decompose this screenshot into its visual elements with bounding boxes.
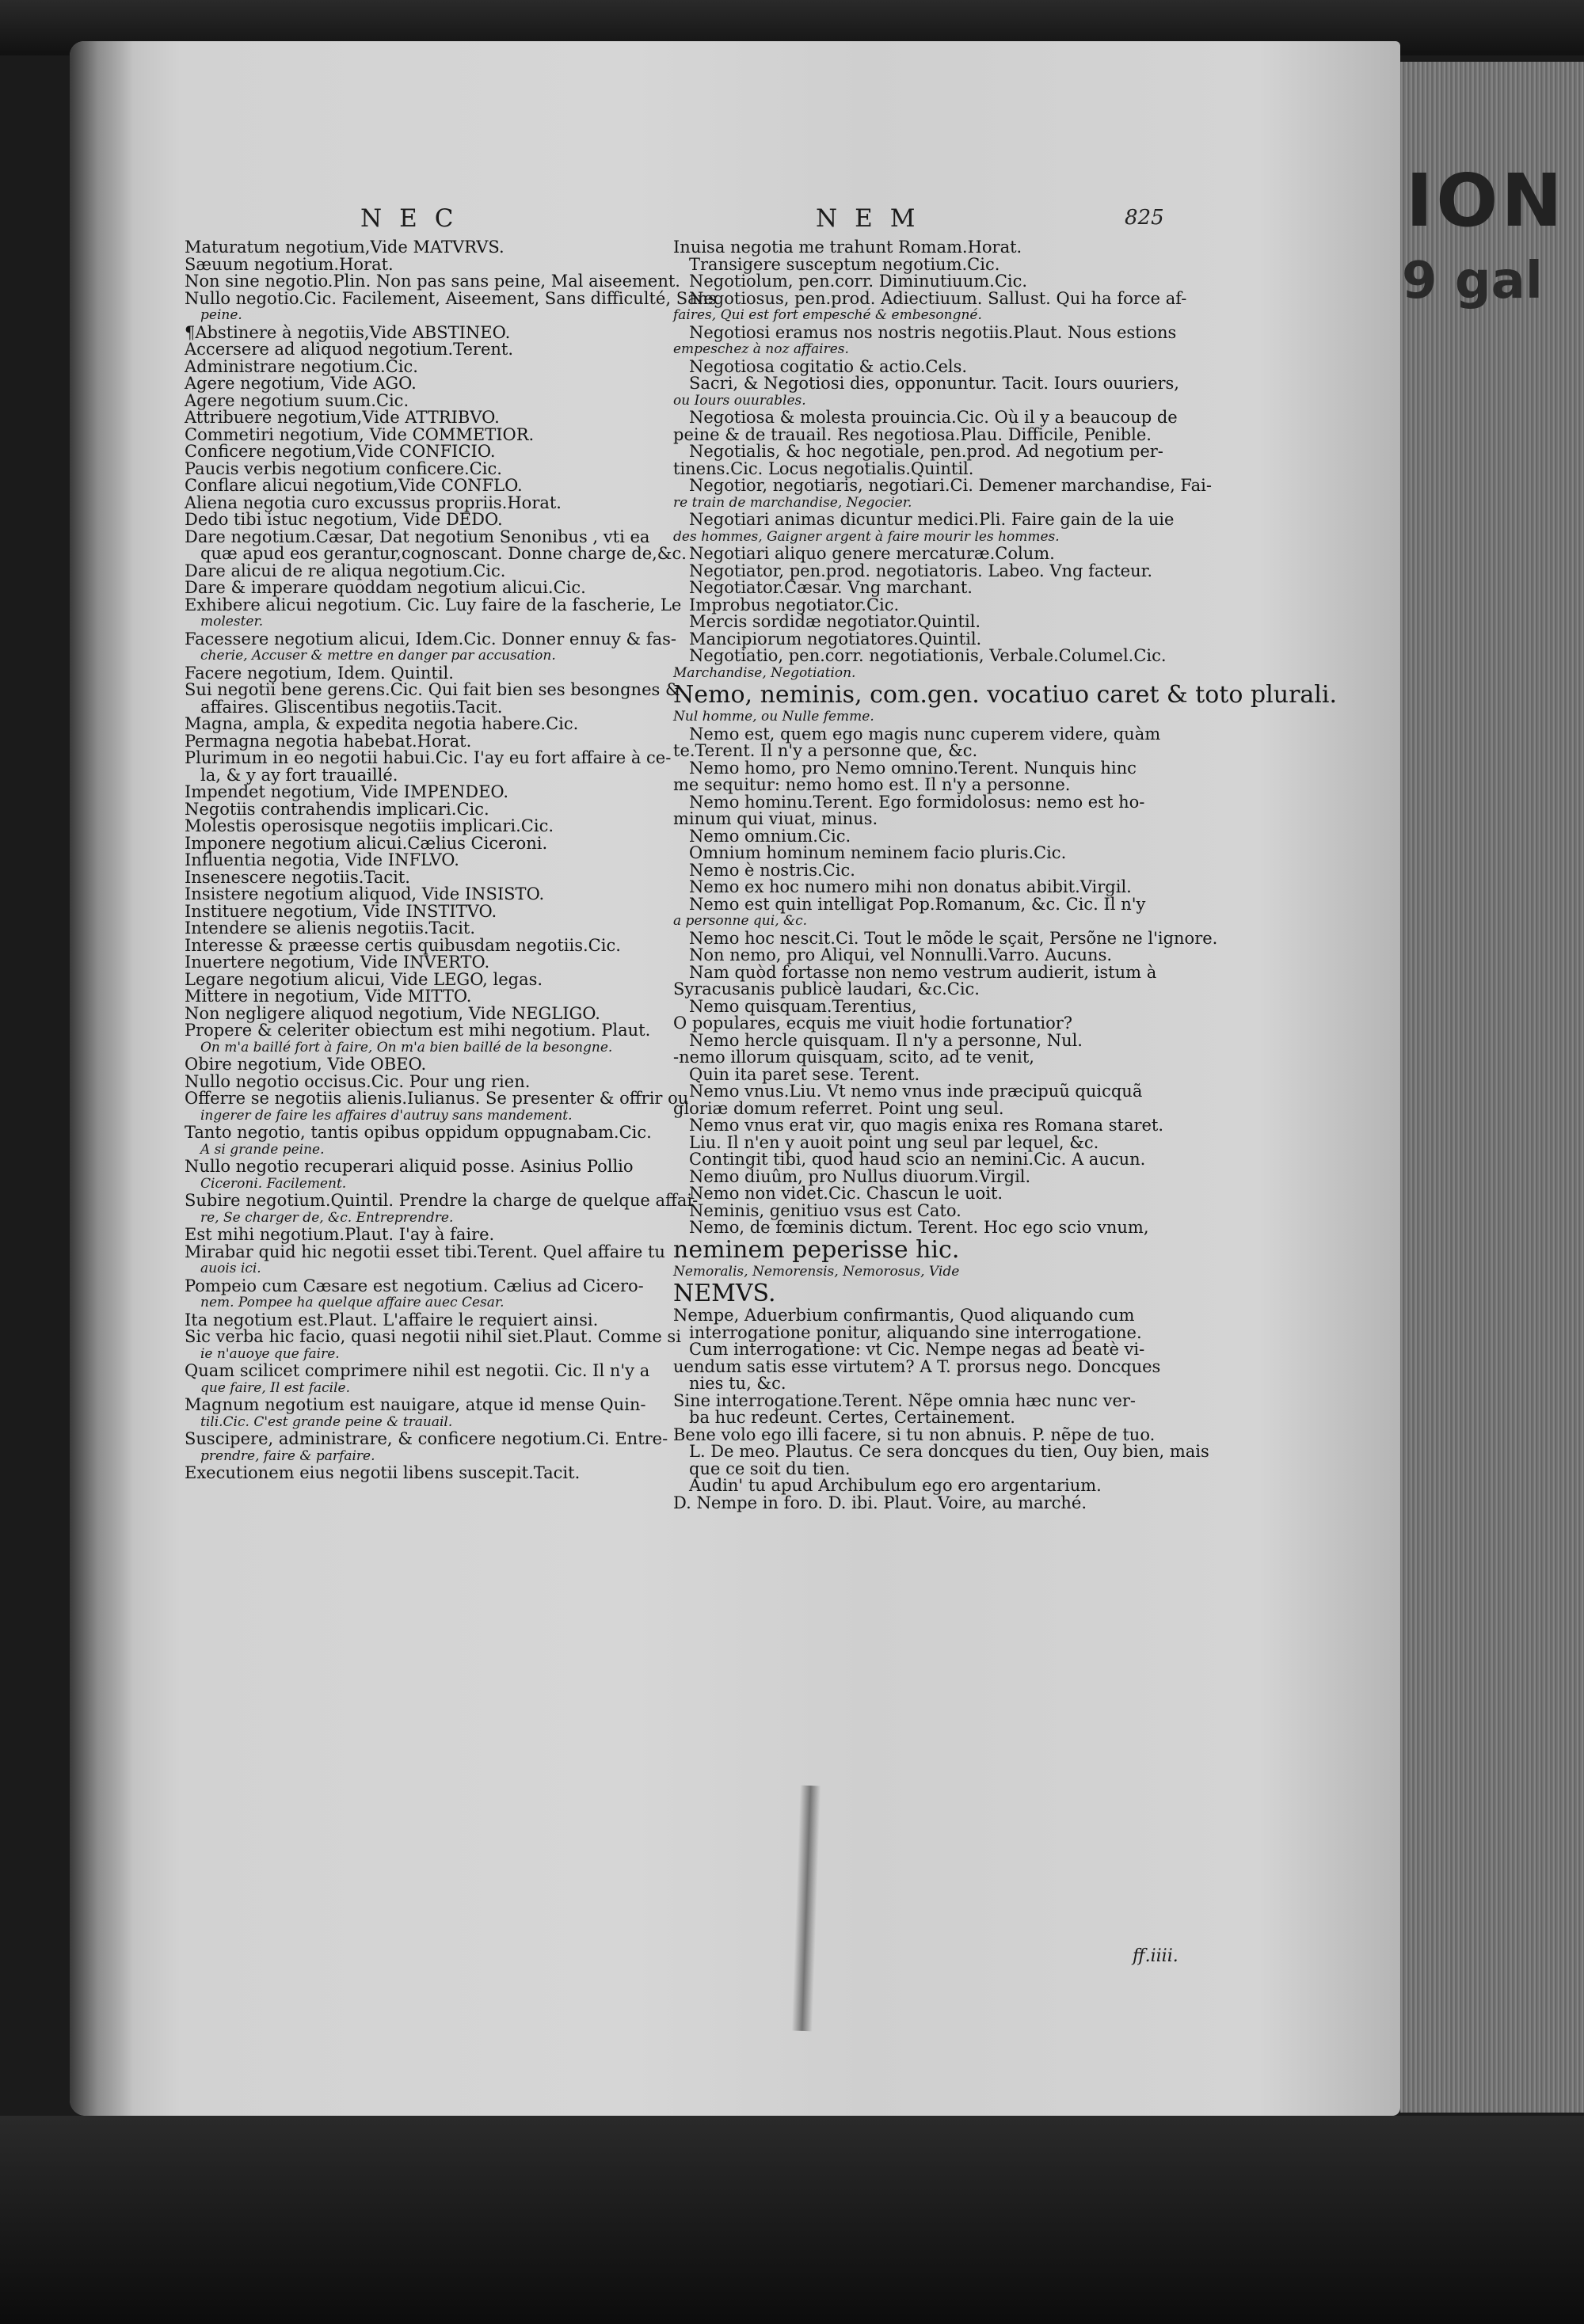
dictionary-line: Suscipere, administrare, & conficere negotium.Ci. Entre- [185, 1429, 668, 1448]
dictionary-line: Cum interrogatione: vt Cic. Nempe negas ad beatè vi- [689, 1340, 1145, 1359]
dictionary-line: Sæuum negotium.Horat. [185, 254, 394, 274]
dictionary-line: Dare alicui de re aliqua negotium.Cic. [185, 561, 506, 580]
dictionary-line: empeschez à noz affaires. [673, 341, 849, 357]
dictionary-line: Inuertere negotium, Vide INVERTO. [185, 953, 490, 972]
dictionary-line: -nemo illorum quisquam, scito, ad te venit, [673, 1048, 1034, 1067]
dictionary-line: Influentia negotia, Vide INFLVO. [185, 850, 459, 869]
dictionary-line: Nemo, de fœminis dictum. Terent. Hoc ego scio vnum, [689, 1218, 1149, 1237]
dictionary-line: Mancipiorum negotiatores.Quintil. [689, 629, 982, 649]
dictionary-line: Negotiosus, pen.prod. Adiectiuum. Sallust. Qui ha force af- [689, 288, 1187, 308]
dictionary-line: Omnium hominum neminem facio pluris.Cic. [689, 843, 1067, 862]
page-number: 825 [1125, 206, 1164, 230]
dictionary-line: Nullo negotio occisus.Cic. Pour ung rien. [185, 1071, 531, 1091]
dictionary-line: Nullo negotio recuperari aliquid posse. Asinius Pollio [185, 1157, 634, 1176]
dictionary-line: Negotiolum, pen.corr. Diminutiuum.Cic. [689, 272, 1028, 291]
dictionary-line: Negotiator, pen.prod. negotiatoris. Labeo. Vng facteur. [689, 561, 1153, 580]
dictionary-line: Syracusanis publicè laudari, &c.Cic. [673, 979, 980, 998]
dictionary-line: Impendet negotium, Vide IMPENDEO. [185, 782, 509, 801]
running-head-right: NEM [816, 204, 933, 233]
dictionary-line: Nemo hercle quisquam. Il n'y a personne, Nul. [689, 1030, 1083, 1050]
dictionary-line: Subire negotium.Quintil. Prendre la charge de quelque affai- [185, 1191, 699, 1210]
dictionary-line: interrogatione ponitur, aliquando sine interrogatione. [689, 1322, 1142, 1342]
dictionary-line: Dedo tibi istuc negotium, Vide DEDO. [185, 510, 503, 529]
dictionary-line: A si grande peine. [200, 1141, 325, 1158]
dictionary-line: Conflare alicui negotium,Vide CONFLO. [185, 476, 523, 495]
dictionary-line: Nemo hoc nescit.Ci. Tout le mõde le sçait, Persõne ne l'ignore. [689, 928, 1218, 948]
dictionary-line: re, Se charger de, &c. Entreprendre. [200, 1209, 454, 1226]
dictionary-line: faires, Qui est fort empesché & embesongné. [673, 307, 982, 323]
dictionary-line: Transigere susceptum negotium.Cic. [689, 254, 1000, 274]
dictionary-line: Insenescere negotiis.Tacit. [185, 867, 410, 887]
dictionary-line: Nullo negotio.Cic. Facilement, Aiseement, Sans difficulté, Sans [185, 288, 717, 308]
dictionary-line: Nemo ex hoc numero mihi non donatus abibit.Virgil. [689, 877, 1132, 896]
dictionary-line: D. Nempe in foro. D. ibi. Plaut. Voire, au marché. [673, 1493, 1087, 1512]
dictionary-line: Negotiis contrahendis implicari.Cic. [185, 799, 489, 819]
dictionary-line: a personne qui, &c. [673, 913, 808, 929]
dictionary-line: Negotior, negotiaris, negotiari.Ci. Demener marchandise, Fai- [689, 476, 1212, 495]
dictionary-line: Negotiari animas dicuntur medici.Pli. Faire gain de la uie [689, 510, 1175, 529]
dictionary-line: gloriæ domum referret. Point ung seul. [673, 1098, 1004, 1118]
dictionary-line: ie n'auoye que faire. [200, 1345, 340, 1362]
dictionary-line: Sacri, & Negotiosi dies, opponuntur. Tacit. Iours ouuriers, [689, 374, 1179, 393]
dictionary-line: O populares, ecquis me viuit hodie fortunatior? [673, 1014, 1073, 1033]
dictionary-line: re train de marchandise, Negocier. [673, 494, 912, 511]
dictionary-line: cherie, Accuser & mettre en danger par accusation. [200, 648, 556, 664]
dictionary-line: Offerre se negotiis alienis.Iulianus. Se presenter & offrir ou [185, 1089, 689, 1108]
dictionary-line: Aliena negotia curo excussus propriis.Horat. [185, 493, 562, 512]
dictionary-line: Nemo diuûm, pro Nullus diuorum.Virgil. [689, 1166, 1031, 1186]
dictionary-line: Mirabar quid hic negotii esset tibi.Terent. Quel affaire tu [185, 1242, 665, 1261]
dictionary-line: Bene volo ego illi facere, si tu non abnuis. P. nẽpe de tuo. [673, 1424, 1156, 1444]
dictionary-line: Insistere negotium aliquod, Vide INSISTO. [185, 884, 545, 903]
left-column [185, 238, 717, 1482]
dictionary-line: ingerer de faire les affaires d'autruy sans mandement. [200, 1107, 573, 1124]
dictionary-line: Neminis, genitiuo vsus est Cato. [689, 1200, 961, 1220]
dictionary-line: Sui negotii bene gerens.Cic. Qui fait bien ses besongnes & [185, 680, 680, 699]
dictionary-line: Pompeio cum Cæsare est negotium. Cælius ad Cicero- [185, 1276, 644, 1295]
dictionary-line: Non negligere aliquod negotium, Vide NEGLIGO. [185, 1003, 600, 1023]
dictionary-line: Mercis sordidæ negotiator.Quintil. [689, 612, 981, 631]
dictionary-line: prendre, faire & parfaire. [200, 1447, 375, 1464]
dictionary-line: Obire negotium, Vide OBEO. [185, 1055, 427, 1074]
dictionary-line: uendum satis esse virtutem? A T. prorsus nego. Doncques [673, 1356, 1161, 1376]
page-gutter [70, 41, 133, 2116]
dictionary-line: que ce soit du tien. [689, 1459, 851, 1478]
dictionary-line: Tanto negotio, tantis opibus oppidum oppugnabam.Cic. [185, 1123, 652, 1142]
dictionary-line: Negotiari aliquo genere mercaturæ.Colum. [689, 544, 1055, 563]
dictionary-line: nies tu, &c. [689, 1374, 786, 1393]
dictionary-line: Quin ita paret sese. Terent. [689, 1064, 920, 1084]
dictionary-line: Nemo hominu.Terent. Ego formidolosus: nemo est ho- [689, 792, 1145, 812]
dictionary-line: ba huc redeunt. Certes, Certainement. [689, 1408, 1015, 1427]
dictionary-line: Paucis verbis negotium conficere.Cic. [185, 458, 502, 478]
dictionary-line: nem. Pompee ha quelque affaire auec Cesar. [200, 1295, 505, 1310]
dictionary-line: Dare negotium.Cæsar, Dat negotium Senonibus , vti ea [185, 527, 650, 546]
dictionary-line: Agere negotium, Vide AGO. [185, 374, 417, 393]
dictionary-line: Non nemo, pro Aliqui, vel Nonnulli.Varro. Aucuns. [689, 945, 1113, 964]
dictionary-line: Facere negotium, Idem. Quintil. [185, 663, 454, 683]
dictionary-line: affaires. Gliscentibus negotiis.Tacit. [200, 697, 503, 717]
dictionary-line: Intendere se alienis negotiis.Tacit. [185, 919, 476, 938]
dictionary-line: ¶Abstinere à negotiis,Vide ABSTINEO. [185, 322, 511, 342]
dictionary-line: neminem peperisse hic. [673, 1235, 960, 1264]
dictionary-line: Propere & celeriter obiectum est mihi negotium. Plaut. [185, 1021, 651, 1040]
dictionary-line: Magnum negotium est nauigare, atque id mense Quin- [185, 1395, 646, 1414]
dictionary-line: Nemo non videt.Cic. Chascun le uoit. [689, 1184, 1003, 1203]
dictionary-line: Nemo est quin intelligat Pop.Romanum, &c. Cic. Il n'y [689, 894, 1146, 914]
dictionary-line: Non sine negotio.Plin. Non pas sans peine, Mal aiseement. [185, 272, 680, 291]
dictionary-line: que faire, Il est facile. [200, 1379, 351, 1396]
dictionary-line: Executionem eius negotii libens suscepit.Tacit. [185, 1463, 581, 1482]
dictionary-line: Facessere negotium alicui, Idem.Cic. Donner ennuy & fas- [185, 629, 676, 649]
dictionary-line: Dare & imperare quoddam negotium alicui.Cic. [185, 578, 586, 597]
dictionary-line: Ciceroni. Facilement. [200, 1175, 347, 1192]
dictionary-line: me sequitur: nemo homo est. Il n'y a personne. [673, 775, 1071, 794]
dictionary-line: Nemo è nostris.Cic. [689, 860, 855, 880]
dictionary-line: Negotiosa & molesta prouincia.Cic. Où il y a beaucoup de [689, 408, 1178, 427]
dictionary-line: molester. [200, 614, 264, 629]
dictionary-line: Nemo omnium.Cic. [689, 826, 851, 846]
dictionary-line: Negotiosi eramus nos nostris negotiis.Plaut. Nous estions [689, 322, 1177, 342]
dictionary-line: peine & de trauail. Res negotiosa.Plau. Difficile, Penible. [673, 424, 1152, 444]
dictionary-line: ou Iours ouurables. [673, 392, 806, 409]
dictionary-line: minum qui viuat, minus. [673, 809, 878, 828]
dictionary-line: Sine interrogatione.Terent. Nẽpe omnia hæc nunc ver- [673, 1390, 1137, 1410]
dictionary-line: Nemo est, quem ego magis nunc cuperem videre, quàm [689, 724, 1161, 744]
dictionary-line: Nul homme, ou Nulle femme. [673, 709, 874, 725]
edge-text-line2: 9 gal [1402, 252, 1543, 310]
running-head-left: NEC [360, 204, 471, 233]
dictionary-line: Mittere in negotium, Vide MITTO. [185, 987, 472, 1006]
signature-mark: ff.iiii. [1133, 1946, 1178, 1966]
dictionary-line: Permagna negotia habebat.Horat. [185, 731, 472, 751]
dictionary-line: quæ apud eos gerantur,cognoscant. Donne charge de,&c. [200, 544, 687, 563]
dictionary-line: Instituere negotium, Vide INSTITVO. [185, 901, 497, 921]
dictionary-line: Nemoralis, Nemorensis, Nemorosus, Vide [673, 1263, 960, 1280]
dictionary-line: Liu. Il n'en y auoit point ung seul par lequel, &c. [689, 1132, 1099, 1152]
dictionary-line: Accersere ad aliquod negotium.Terent. [185, 340, 514, 359]
dictionary-line: Sic verba hic facio, quasi negotii nihil siet.Plaut. Comme si [185, 1327, 681, 1346]
dictionary-line: Inuisa negotia me trahunt Romam.Horat. [673, 238, 1022, 257]
dictionary-line: peine. [200, 307, 242, 323]
dictionary-line: Marchandise, Negotiation. [673, 664, 856, 681]
dictionary-line: Audin' tu apud Archibulum ego ero argentarium. [689, 1476, 1102, 1495]
dictionary-line: Molestis operosisque negotiis implicari.Cic. [185, 816, 554, 835]
dictionary-line: Ita negotium est.Plaut. L'affaire le requiert ainsi. [185, 1310, 599, 1329]
dictionary-line: Nam quòd fortasse non nemo vestrum audierit, istum à [689, 962, 1157, 982]
dictionary-line: Nemo homo, pro Nemo omnino.Terent. Nunquis hinc [689, 758, 1137, 778]
book-bottom-shadow [0, 2116, 1584, 2324]
dictionary-line: Maturatum negotium,Vide MATVRVS. [185, 238, 505, 257]
dictionary-line: Nemo vnus erat vir, quo magis enixa res Romana staret. [689, 1116, 1164, 1135]
dictionary-line: Negotiator.Cæsar. Vng marchant. [689, 578, 973, 597]
next-pages-edge [1400, 62, 1584, 2113]
dictionary-line: Agere negotium suum.Cic. [185, 390, 409, 410]
dictionary-line: Negotialis, & hoc negotiale, pen.prod. Ad negotium per- [689, 442, 1163, 461]
dictionary-line: Exhibere alicui negotium. Cic. Luy faire de la fascherie, Le [185, 595, 682, 614]
dictionary-line: Imponere negotium alicui.Cælius Ciceroni. [185, 833, 548, 853]
dictionary-line: Est mihi negotium.Plaut. I'ay à faire. [185, 1225, 495, 1244]
dictionary-line: Attribuere negotium,Vide ATTRIBVO. [185, 408, 500, 427]
dictionary-line: Nemo vnus.Liu. Vt nemo vnus inde præcipuũ quicquã [689, 1082, 1143, 1101]
dictionary-line: NEMVS. [673, 1280, 776, 1307]
dictionary-line: la, & y ay fort trauaillé. [200, 765, 398, 785]
dictionary-line: te.Terent. Il n'y a personne que, &c. [673, 741, 978, 760]
dictionary-line: Nemo, neminis, com.gen. vocatiuo caret & toto plurali. [673, 681, 1338, 709]
dictionary-line: Plurimum in eo negotii habui.Cic. I'ay eu fort affaire à ce- [185, 748, 672, 767]
dictionary-line: Administrare negotium.Cic. [185, 356, 418, 376]
dictionary-line: Legare negotium alicui, Vide LEGO, legas. [185, 969, 543, 989]
dictionary-line: Nemo quisquam.Terentius, [689, 996, 917, 1016]
dictionary-line: Commetiri negotium, Vide COMMETIOR. [185, 424, 535, 444]
dictionary-line: L. De meo. Plautus. Ce sera doncques du tien, Ouy bien, mais [689, 1442, 1209, 1461]
right-column [673, 238, 1338, 1512]
dictionary-line: On m'a baillé fort à faire, On m'a bien baillé de la besongne. [200, 1039, 613, 1055]
dictionary-line: Magna, ampla, & expedita negotia habere.Cic. [185, 714, 579, 733]
dictionary-line: Contingit tibi, quod haud scio an nemini.Cic. A aucun. [689, 1150, 1146, 1169]
dictionary-line: Conficere negotium,Vide CONFICIO. [185, 442, 496, 461]
dictionary-line: tinens.Cic. Locus negotialis.Quintil. [673, 458, 974, 478]
dictionary-line: auois ici. [200, 1261, 261, 1276]
dictionary-line: tili.Cic. C'est grande peine & trauail. [200, 1413, 453, 1430]
dictionary-line: des hommes, Gaigner argent à faire mourir les hommes. [673, 528, 1060, 545]
edge-text-line1: ION [1406, 158, 1566, 243]
dictionary-line: Negotiatio, pen.corr. negotiationis, Verbale.Columel.Cic. [689, 646, 1167, 665]
dictionary-line: Negotiosa cogitatio & actio.Cels. [689, 356, 968, 376]
dictionary-line: Improbus negotiator.Cic. [689, 595, 900, 614]
dictionary-line: Interesse & præesse certis quibusdam negotiis.Cic. [185, 935, 621, 955]
dictionary-line: Nempe, Aduerbium confirmantis, Quod aliquando cum [673, 1306, 1135, 1325]
dictionary-line: Quam scilicet comprimere nihil est negotii. Cic. Il n'y a [185, 1361, 650, 1380]
